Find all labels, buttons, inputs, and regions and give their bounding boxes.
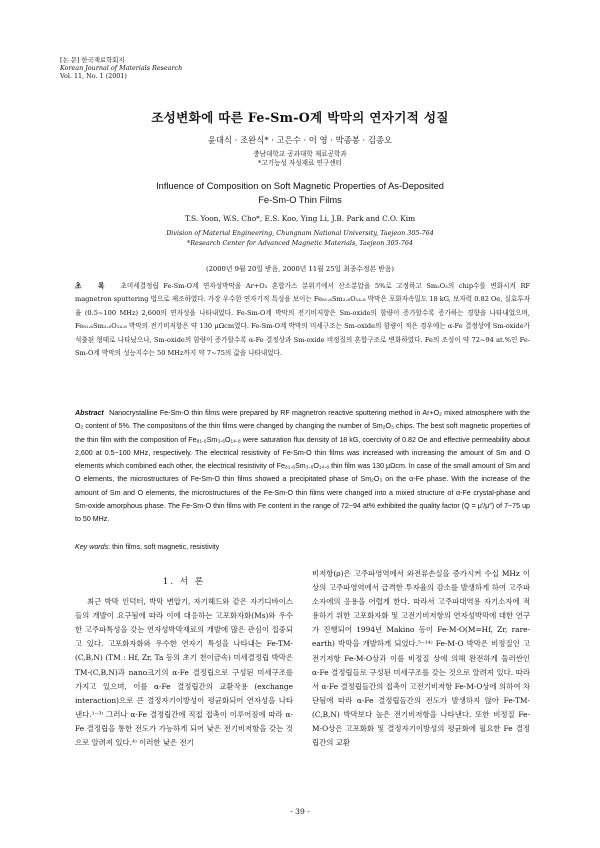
english-title (0, 179, 600, 207)
keywords (75, 543, 530, 551)
section-heading-introduction: 1. 서 론 (162, 577, 206, 587)
english-abstract-label: Abstract (75, 409, 104, 417)
english-title-line-1: Influence of Composition on Soft Magnetic Properties of As-Deposited (156, 181, 444, 191)
korean-authors: 윤대식 · 조완식* · 고은수 · 이 영 · 박종봉 · 김종오 (207, 135, 393, 145)
journal-korean-name: [논 문] 한국재료학회지 (60, 56, 125, 64)
journal-english-name: Korean Journal of Materials Research (60, 64, 183, 73)
received-dates: (2000년 9월 20일 받음, 2000년 11월 25일 최종수정본 받음) (205, 265, 395, 273)
korean-affiliations (0, 150, 600, 168)
korean-affiliation-1: 충남대학교 공과대학 재료공학과 (253, 150, 347, 158)
keywords-text: : thin films, soft magnetic, resistivity (108, 543, 220, 551)
body-right-column (312, 567, 530, 750)
english-authors: T.S. Yoon, W.S. Cho*, E.S. Koo, Ying Li, J.B. Park and C.O. Kim (184, 214, 416, 223)
korean-abstract (75, 280, 530, 360)
korean-abstract-label: 초 록 (75, 282, 111, 290)
korean-abstract-text: 초미세결정립 Fe-Sm-O계 연자성박막을 Ar+O₂ 혼합가스 분위기에서 산소분압을 5%로 고정하고 Sm₂O₃의 chip수를 변화시켜 RF magnetron sputtering 법으로 제조하였다. 가장 우수한 연자기적 특성을 보이는 Fe₈₁.₆Sm₃.₆O₁₄.₈ 박막은 포화자속밀도 18 kG, 보자력 0.82 Oe, 실효투자율 (0.5~100 MHz) 2,600의 연자성을 나타내었다. Fe-Sm-O계 박막의 전기비저항은 Sm-oxide의 함량이 증가할수록 증가하는 경향을 나타내었으며, Fe₈₁.₆Sm₃.₆O₁₄.₈ 박막의 전기비저항은 약 130 μΩcm였다. Fe-Sm-O계 박막의 미세구조는 Sm-oxide의 함량이 적은 경우에는 α-Fe 결정상에 Sm-oxide가 석출된 형태로 나타났으나, Sm-oxide의 함량이 증가할수록 α-Fe 결정상과 Sm-oxide 비정질의 혼합구조로 변화하였다. Fe의 조성이 약 72~94 at.%인 Fe-Sm-O계 박막의 성능지수는 50 MHz까지 약 7~75의 값을 나타내었다. (75, 282, 530, 358)
korean-title: 조성변화에 따른 Fe-Sm-O계 박막의 연자기적 성질 (151, 110, 449, 125)
page-number: - 39 - (290, 807, 310, 816)
english-title-line-2: Fe-Sm-O Thin Films (258, 195, 342, 205)
journal-volume: Vol. 11, No. 1 (2001) (60, 72, 127, 81)
body-right-paragraph: 비저항(ρ)은 고주파영역에서 와전류손실을 증가시켜 수십 MHz 이상의 고주파영역에서 급격한 투자율의 감소를 발생하게 하여 고주파소자에의 응용을 어렵게 한다. 따라서 고주파대역용 자기소자에 적용하기 위한 고포화자화 및 고전기비저항의 연자성박막에 대한 연구가 진행되어 1994년 Makino 등이 Fe-M-O(M=Hf, Zr, rare-earth) 박막을 개발하게 되었다.⁵⁻¹⁴⁾ Fe-M-O 박막은 비정질인 고전기저항 Fe-M-O상과 이를 비정질 상에 의해 완전하게 둘러싼인 α-Fe 결정립들로 구성된 미세구조를 갖는 것으로 알려져 있다. 따라서 α-Fe 결정립들간의 접촉이 고전기비저항 Fe-M-O상에 의하여 차단됨에 따라 α-Fe 결정립들간의 전도가 발생하지 않아 Fe-TM-(C,B,N) 박막보다 높은 전기비저항을 나타낸다. 또한 비정질 Fe-M-O상은 고포화화 및 결정자기이방성의 평균화에 필요한 Fe 결정립간의 교환 (312, 569, 530, 748)
body-left-paragraph: 최근 박막 인덕터, 박막 변압기, 자기헤드와 같은 자기디바이스들의 개발이 요구됨에 따라 이에 대응하는 고포화자화(Ms)와 우수한 고주파특성을 갖는 연자성박막재료의 개발에 많은 관심이 집중되고 있다. 고포화자화와 우수한 연자기 특성을 나타내는 Fe-TM-(C,B,N) (TM : Hf, Zr, Ta 등의 초기 천이금속) 미세결정립 박막은 TM-(C,B,N)과 nano크기의 α-Fe 결정립으로 구성된 미세구조를 가지고 있으며, 이를 α-Fe 결정립간의 교환작용 (exchange interaction)으로 큰 결정자기이방성이 평균화되어 연자성을 나타낸다.¹⁻³⁾ 그러나 α-Fe 결정립간에 직접 접촉이 이루어짐에 따라 α-Fe 결정립을 통한 전도가 가능하게 되어 낮은 전기비저항을 갖는 것으로 알려져 있다.⁴⁾ 이러한 낮은 전기 (75, 597, 293, 748)
english-affiliation-1: Division of Material Engineering, Chungnam National University, Taejeon 305-764 (166, 229, 434, 237)
english-affiliations (0, 228, 600, 248)
korean-affiliation-2: *고기능성 자성재료 연구센터 (258, 159, 342, 167)
journal-header (60, 56, 182, 81)
body-left-column (75, 575, 293, 750)
english-abstract-text: Nanocrystalline Fe-Sm-O thin films were prepared by RF magnetron reactive sputtering method in Ar+O₂ mixed atmosphere with the O₂ content of 5%. The compositons of the thin films were changed by changing the number of Sm₂O₃ chips. The best soft magnetic properties of the thin film with the composition of Fe₈₁.₆Sm₃.₆O₁₄.₈ were saturation flux density of 18 kG, coercivity of 0.82 Oe and effective permeability about 2,600 at 0.5~100 MHz, respectively. The electrical resistivity of Fe-Sm-O thin films was increased with increasing the amount of Sm and O elements which combined each other, the electrical resistivity of Fe₈₁.₆Sm₃.₆O₁₄.₈ thin film was 130 μΩcm. In case of the small amount of Sm and O elements, the microstructures of Fe-Sm-O thin films showed a precipitated phase of Sm₂O₃ on the α-Fe phase. With the increase of the amount of Sm and O elements, the microstructures of the Fe-Sm-O thin films were changed into a mixed structure of α-Fe crystal-phase and Sm-oxide amorphous phase. The Fe-Sm-O thin films with Fe content in the range of 72~94 at% exhibited the quality factor (Q = μ′/μ″) of 7~75 up to 50 MHz. (75, 409, 530, 524)
english-abstract (75, 407, 530, 527)
english-affiliation-2: *Research Center for Advanced Magnetic Materials, Taejeon 305-764 (187, 239, 413, 247)
keywords-label: Key words (75, 543, 109, 551)
